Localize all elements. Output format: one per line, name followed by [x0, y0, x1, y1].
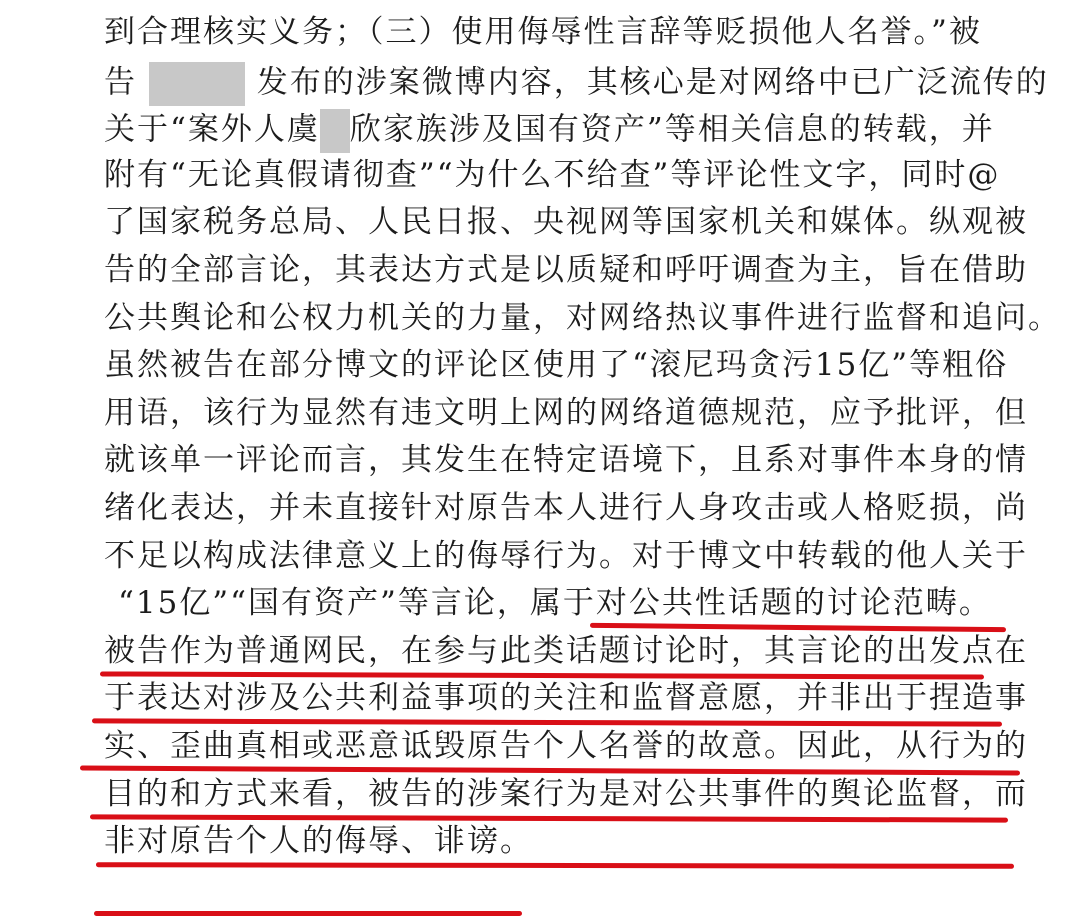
text-fragment: 发布的涉案微博内容，其核心是对网络中已广泛流传的	[256, 64, 1049, 101]
red-underline	[94, 911, 522, 916]
text-fragment: 告	[104, 64, 137, 101]
redaction-block	[320, 109, 350, 153]
redaction-block	[149, 62, 245, 106]
text-line: 虽然被告在部分博文的评论区使用了“滚尼玛贪污15亿”等粗俗	[104, 347, 1009, 384]
text-line: 了国家税务总局、人民日报、央视网等国家机关和媒体。纵观被	[104, 204, 1028, 241]
red-underline	[100, 671, 984, 679]
text-line: 于表达对涉及公共利益事项的关注和监督意愿，并非出于捏造事	[104, 680, 1028, 717]
text-fragment: 关于“案外人虞	[104, 111, 320, 148]
red-underline	[80, 766, 1020, 776]
text-line: 用语，该行为显然有违文明上网的网络道德规范，应予批评，但	[104, 394, 1028, 431]
text-fragment: 欣家族涉及国有资产”等相关信息的转载，并	[349, 111, 995, 148]
text-line: 不足以构成法律意义上的侮辱行为。对于博文中转载的他人关于	[104, 537, 1028, 574]
text-line: 被告作为普通网民，在参与此类话题讨论时，其言论的出发点在	[104, 632, 1028, 669]
red-underline	[90, 814, 1008, 822]
red-underline	[590, 623, 1006, 632]
text-line: 就该单一评论而言，其发生在特定语境下，且系对事件本身的情	[104, 442, 1028, 479]
text-line: 告的全部言论，其表达方式是以质疑和呼吁调查为主，旨在借助	[104, 252, 1028, 288]
text-line: 非对原告个人的侮辱、诽谤。	[104, 823, 533, 860]
text-line	[104, 62, 1049, 106]
red-underline	[96, 862, 1014, 869]
red-underline	[92, 719, 1002, 727]
text-line: 公共舆论和公权力机关的力量，对网络热议事件进行监督和追问。	[104, 299, 1061, 336]
text-line: 到合理核实义务；（三）使用侮辱性言辞等贬损他人名誉。”被	[104, 14, 982, 50]
text-line: “15亿”“国有资产”等言论，属于对公共性话题的讨论范畴。	[118, 585, 992, 622]
text-line: 目的和方式来看，被告的涉案行为是对公共事件的舆论监督，而	[104, 775, 1028, 812]
text-line: 绪化表达，并未直接针对原告本人进行人身攻击或人格贬损，尚	[104, 490, 1028, 526]
text-line: 附有“无论真假请彻查”“为什么不给查”等评论性文字，同时@	[104, 156, 1001, 193]
text-line: 实、歪曲真相或恶意诋毁原告个人名誉的故意。因此，从行为的	[104, 728, 1028, 764]
text-line	[104, 109, 995, 153]
